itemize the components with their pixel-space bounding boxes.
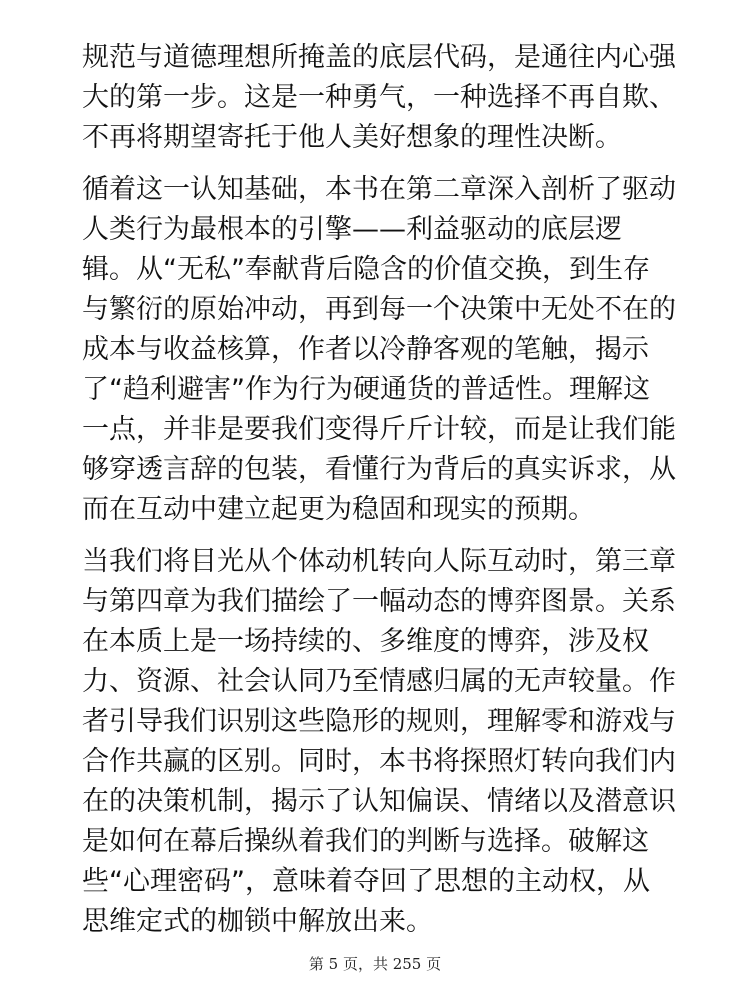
- text-line: 与繁衍的原始冲动，再到每一个决策中无处不在的: [82, 294, 676, 325]
- text-line: 思维定式的枷锁中解放出来。: [82, 906, 433, 937]
- text-line: 些“心理密码”，意味着夺回了思想的主动权，从: [82, 866, 650, 897]
- text-line: 不再将期望寄托于他人美好想象的理性决断。: [82, 122, 622, 153]
- text-line: 在本质上是一场持续的、多维度的博弈，涉及权: [82, 626, 649, 657]
- text-line: 人类行为最根本的引擎——利益驱动的底层逻: [82, 214, 622, 245]
- text-line: 一点，并非是要我们变得斤斤计较，而是让我们能: [82, 414, 676, 445]
- text-line: 者引导我们识别这些隐形的规则，理解零和游戏与: [82, 706, 676, 737]
- text-line: 大的第一步。这是一种勇气，一种选择不再自欺、: [82, 82, 676, 113]
- text-line: 力、资源、社会认同乃至情感归属的无声较量。作: [82, 666, 676, 697]
- text-line: 规范与道德理想所掩盖的底层代码，是通往内心强: [82, 42, 676, 73]
- text-line: 循着这一认知基础，本书在第二章深入剖析了驱动: [82, 174, 676, 205]
- text-line: 当我们将目光从个体动机转向人际互动时，第三章: [82, 546, 676, 577]
- paragraph-gap: [82, 158, 682, 170]
- text-line: 了“趋利避害”作为行为硬通货的普适性。理解这: [82, 374, 650, 405]
- text-line: 成本与收益核算，作者以冷静客观的笔触，揭示: [82, 334, 649, 365]
- page-number-footer: 第 5 页，共 255 页: [308, 955, 442, 973]
- text-line: 是如何在幕后操纵着我们的判断与选择。破解这: [82, 826, 649, 857]
- paragraph-2: [82, 170, 682, 530]
- paragraph-3: [82, 542, 682, 942]
- text-line: 在的决策机制，揭示了认知偏误、情绪以及潜意识: [82, 786, 676, 817]
- text-line: 而在互动中建立起更为稳固和现实的预期。: [82, 494, 595, 525]
- paragraph-1: [82, 38, 682, 158]
- text-line: 够穿透言辞的包装，看懂行为背后的真实诉求，从: [82, 454, 676, 485]
- text-line: 辑。从“无私”奉献背后隐含的价值交换，到生存: [82, 254, 650, 285]
- text-line: 与第四章为我们描绘了一幅动态的博弈图景。关系: [82, 586, 676, 617]
- paragraph-gap: [82, 530, 682, 542]
- text-line: 合作共赢的区别。同时，本书将探照灯转向我们内: [82, 746, 676, 777]
- page-body: [82, 38, 682, 942]
